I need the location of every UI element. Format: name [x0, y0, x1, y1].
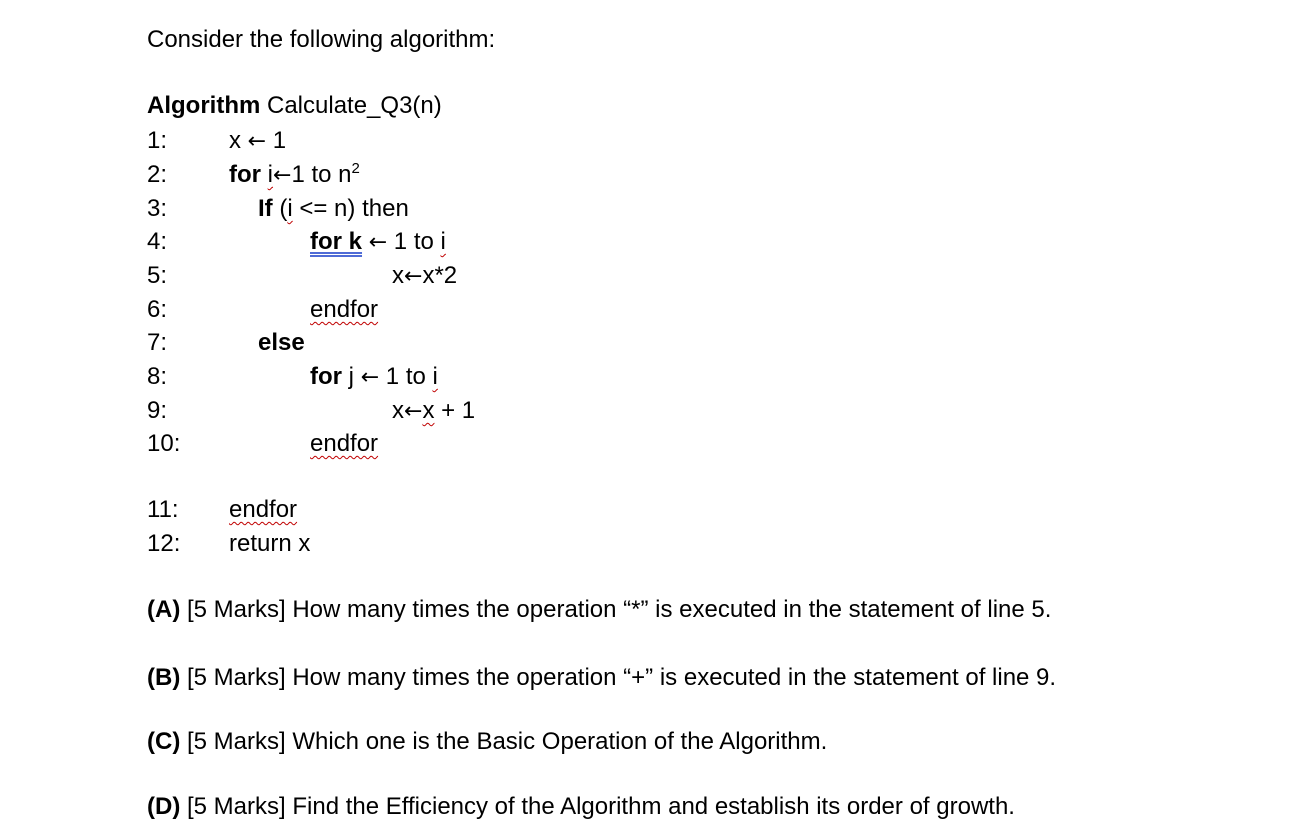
code-line-10 — [310, 430, 378, 458]
question-b — [147, 664, 1056, 692]
code-var: x — [392, 262, 404, 289]
left-arrow-icon: ← — [404, 264, 423, 289]
intro-text: Consider the following algorithm: — [147, 26, 496, 53]
line-number: 5: — [147, 262, 168, 289]
code-line-2 — [229, 161, 360, 190]
line-number: 3: — [147, 195, 168, 222]
line-number: 9: — [147, 397, 168, 424]
question-d — [147, 793, 1015, 821]
question-text: [5 Marks] Find the Efficiency of the Algorithm and establish its order of growth. — [187, 793, 1015, 820]
question-label: (A) — [147, 596, 181, 623]
line-number: 1: — [147, 127, 168, 154]
line-number: 4: — [147, 228, 168, 255]
line-number: 6: — [147, 296, 168, 323]
code-var: x — [422, 397, 435, 424]
code-text: + 1 — [434, 397, 476, 424]
code-var: i — [432, 363, 438, 390]
code-line-8 — [310, 363, 438, 392]
line-number: 7: — [147, 329, 168, 356]
code-keyword: for — [229, 161, 261, 188]
code-var: x — [229, 127, 241, 154]
code-var: i — [287, 195, 293, 222]
algorithm-keyword: Algorithm — [147, 92, 261, 119]
line-number: 8: — [147, 363, 168, 390]
code-var: x — [392, 397, 404, 424]
left-arrow-icon: ← — [247, 129, 267, 154]
code-keyword: If — [258, 195, 273, 222]
code-line-3 — [258, 195, 409, 223]
code-var: i — [267, 161, 274, 188]
code-keyword: endfor — [310, 296, 379, 323]
question-label: (D) — [147, 793, 181, 820]
algorithm-header — [147, 92, 442, 120]
code-text: x*2 — [422, 262, 458, 289]
code-line-4 — [310, 228, 446, 257]
code-var: i — [440, 228, 446, 255]
code-text: 1 — [272, 127, 287, 154]
code-line-9 — [392, 397, 475, 426]
code-text: then — [355, 195, 409, 222]
code-line-11 — [229, 496, 297, 524]
question-text: [5 Marks] Which one is the Basic Operation of the Algorithm. — [187, 728, 828, 755]
line-number: 12: — [147, 530, 181, 557]
code-keyword: for — [310, 363, 342, 390]
line-number: 10: — [147, 430, 181, 457]
code-line-7: else — [258, 329, 305, 356]
question-label: (B) — [147, 664, 181, 691]
left-arrow-icon: ← — [404, 399, 423, 424]
code-keyword: endfor — [229, 496, 298, 523]
question-text: [5 Marks] How many times the operation “*” is executed in the statement of line 5. — [187, 596, 1052, 623]
code-line-1 — [229, 127, 286, 156]
code-text: 1 to — [393, 228, 434, 255]
code-keyword: for k — [310, 228, 363, 255]
left-arrow-icon: ← — [273, 163, 292, 188]
code-superscript: 2 — [351, 160, 360, 177]
left-arrow-icon: ← — [368, 230, 388, 255]
left-arrow-icon: ← — [360, 365, 380, 390]
algorithm-name: Calculate_Q3(n) — [267, 92, 442, 119]
code-line-5 — [392, 262, 457, 291]
question-c — [147, 728, 827, 756]
code-text: 1 to n — [291, 161, 352, 188]
code-line-6 — [310, 296, 378, 324]
code-text: ( — [279, 195, 288, 222]
code-text: 1 to — [385, 363, 426, 390]
code-line-12: return x — [229, 530, 311, 557]
code-text: <= n) — [292, 195, 356, 222]
line-number: 11: — [147, 496, 179, 523]
line-number: 2: — [147, 161, 168, 188]
code-keyword: endfor — [310, 430, 379, 457]
code-var: j — [348, 363, 355, 390]
question-a — [147, 596, 1051, 624]
question-label: (C) — [147, 728, 181, 755]
question-text: [5 Marks] How many times the operation “+” is executed in the statement of line 9. — [187, 664, 1057, 691]
